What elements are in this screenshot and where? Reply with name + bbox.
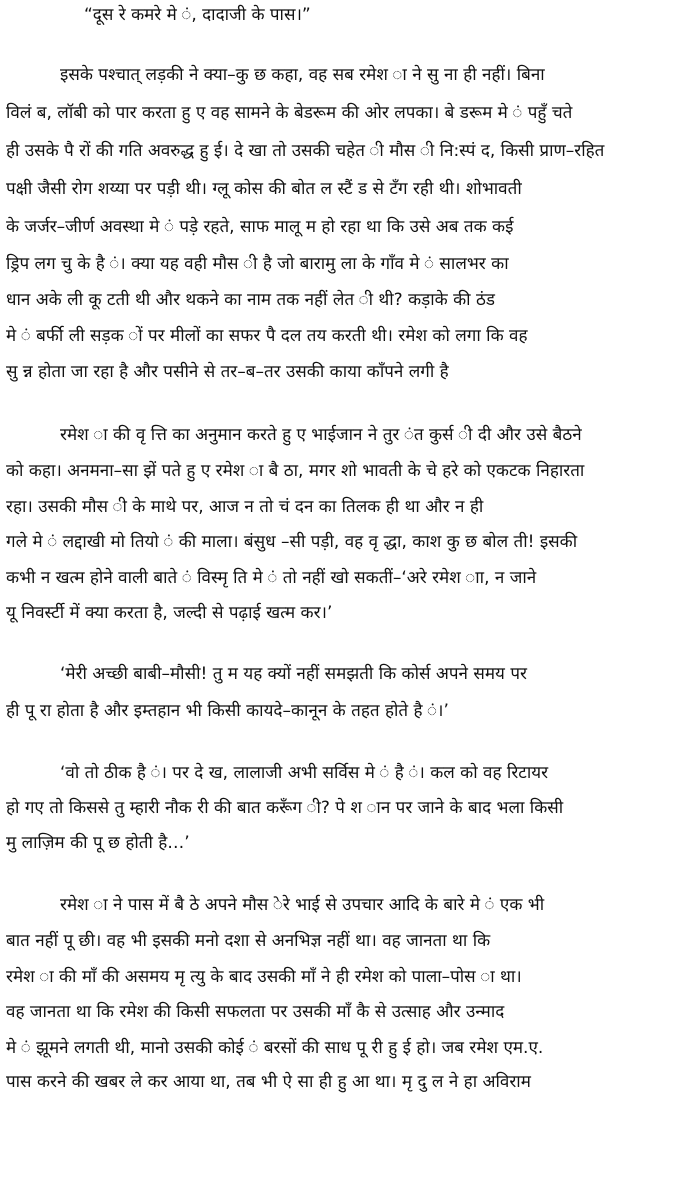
text-line: ही उसके पै रों की गति अवरुद्ध हु ई। दे खा तो उसकी चहेत ी मौस ी नि:स्पं द, किसी प्राण–रहित [6,141,605,161]
text-line: मु लाज़िम की पू छ होती है…’ [6,833,190,853]
text-line: रहा। उसकी मौस ी के माथे पर, आज न तो चं दन का तिलक ही था और न ही [6,497,484,517]
text-line: मे ं बर्फी ली सड़क ों पर मीलों का सफर पै दल तय करती थी। रमेश को लगा कि वह [6,326,528,346]
text-line: रमेश ा ने पास में बै ठे अपने मौस ेरे भाई से उपचार आदि के बारे मे ं एक भी [60,895,545,915]
text-line: यू निवर्स्टी में क्या करता है, जल्दी से पढ़ाई खत्म कर।’ [6,603,333,623]
text-line: बात नहीं पू छी। वह भी इसकी मनो दशा से अनभिज्ञ नहीं था। वह जानता था कि [6,931,491,951]
text-line: ‘वो तो ठीक है ं। पर दे ख, लालाजी अभी सर्विस मे ं है ं। कल को वह रिटायर [60,763,549,783]
text-line: को कहा। अनमना–सा झें पते हु ए रमेश ा बै ठा, मगर शो भावती के चे हरे को एकटक निहारता [6,461,585,481]
text-line: रमेश ा की माँ की असमय मृ त्यु के बाद उसकी माँ ने ही रमेश को पाला–पोस ा था। [6,967,522,987]
text-line: “दूस रे कमरे मे ं, दादाजी के पास।” [84,5,311,25]
text-line: विलं ब, लॉबी को पार करता हु ए वह सामने के बेडरूम की ओर लपका। बे डरूम मे ं पहुँ चते [6,103,573,123]
text-line: सु न्न होता जा रहा है और पसीने से तर–ब–तर उसकी काया काँपने लगी है [6,362,449,382]
text-line: हो गए तो किससे तु म्हारी नौक री की बात करूँग ी? पे श ान पर जाने के बाद भला किसी [6,798,564,818]
text-line: ‘मेरी अच्छी बाबी–मौसी! तु म यह क्यों नहीं समझती कि कोर्स अपने समय पर [60,664,527,684]
text-line: कभी न खत्म होने वाली बाते ं विस्मृ ति मे ं तो नहीं खो सकतीं–‘अरे रमेश ाा, न जाने [6,568,537,588]
text-line: के जर्जर–जीर्ण अवस्था मे ं पड़े रहते, साफ मालू म हो रहा था कि उसे अब तक कई [6,217,514,237]
text-line: ही पू रा होता है और इम्तहान भी किसी कायदे–कानून के तहत होते है ं।’ [6,701,449,721]
text-line: पक्षी जैसी रोग शय्या पर पड़ी थी। ग्लू कोस की बोत ल स्टैं ड से टँग रही थी। शोभावती [6,179,522,199]
text-line: रमेश ा की वृ त्ति का अनुमान करते हु ए भाईजान ने तुर ंत कुर्स ी दी और उसे बैठने [60,425,582,445]
text-line: मे ं झूमने लगती थी, मानो उसकी कोई ं बरसों की साध पू री हु ई हो। जब रमेश एम.ए. [6,1038,544,1058]
text-line: ड्रिप लग चु के है ं। क्या यह वही मौस ी है जो बारामु ला के गाँव मे ं सालभर का [6,254,509,274]
text-line: पास करने की खबर ले कर आया था, तब भी ऐ सा ही हु आ था। मृ दु ल ने हा अविराम [6,1072,531,1092]
text-line: इसके पश्चात् लड़की ने क्या–कु छ कहा, वह सब रमेश ा ने सु ना ही नहीं। बिना [60,65,545,85]
text-line: धान अके ली कू टती थी और थकने का नाम तक नहीं लेत ी थी? कड़ाके की ठंड [6,290,495,310]
text-line: गले मे ं लद्दाखी मो तियो ं की माला। बंसुध –सी पड़ी, वह वृ द्धा, काश कु छ बोल ती! इसकी [6,532,578,552]
text-line: वह जानता था कि रमेश की किसी सफलता पर उसकी माँ कै से उत्साह और उन्माद [6,1002,505,1022]
